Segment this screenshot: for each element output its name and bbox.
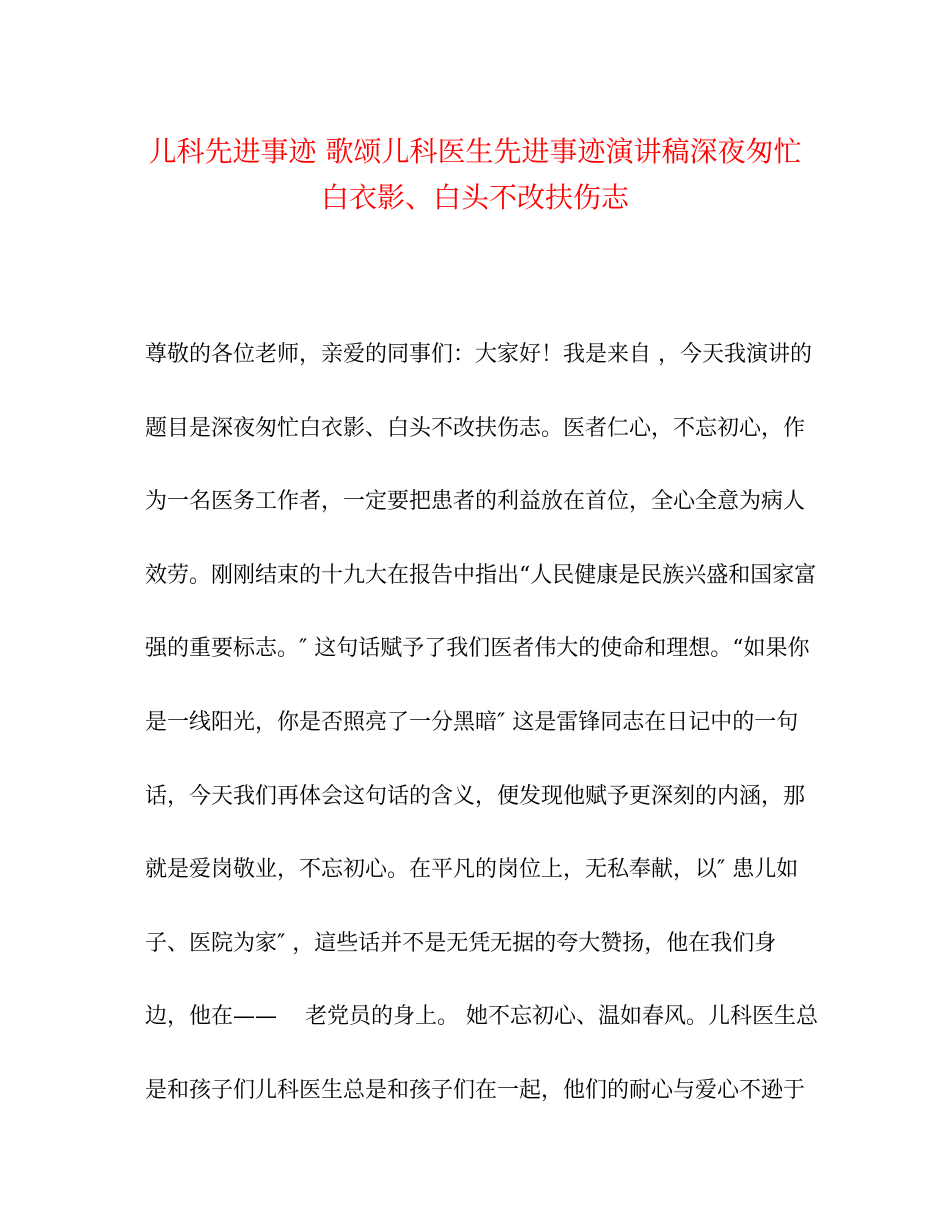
- document-title: [120, 129, 830, 221]
- body-line: 子、医院为家″ ，這些话并不是无凭无据的夸大赞扬，他在我们身: [145, 930, 777, 956]
- body-line: 为一名医务工作者，一定要把患者的利益放在首位，全心全意为病人: [145, 489, 806, 515]
- body-line: 尊敬的各位老师，亲爱的同事们：大家好！我是来自 ，今天我演讲的: [145, 342, 812, 367]
- title-line-1: 儿科先进事迹 歌颂儿科医生先进事迹演讲稿深夜匆忙: [148, 135, 802, 168]
- body-line: 话，今天我们再体会这句话的含义，便发现他赋予更深刻的内涵，那: [145, 783, 806, 809]
- body-line: 是一线阳光，你是否照亮了一分黑暗″ 这是雷锋同志在日记中的一句: [145, 709, 799, 735]
- body-line: 效劳。刚刚结束的十九大在报告中指出“人民健康是民族兴盛和国家富: [145, 562, 817, 588]
- body-line: 就是爱岗敬业，不忘初心。在平凡的岗位上，无私奉献，以″ 患儿如: [145, 857, 799, 883]
- title-line-2: 白衣影、白头不改扶伤志: [320, 181, 629, 214]
- body-line: 边，他在—— 老党员的身上。 她不忘初心、温如春风。儿科医生总: [145, 1004, 818, 1030]
- speech-body: [145, 337, 825, 1147]
- body-line: 题目是深夜匆忙白衣影、白头不改扶伤志。医者仁心，不忘初心，作: [145, 415, 806, 441]
- body-line: 是和孩子们儿科医生总是和孩子们在一起，他们的耐心与爱心不逊于: [145, 1077, 806, 1103]
- body-line: 强的重要标志。″ 这句话赋予了我们医者伟大的使命和理想。“如果你: [145, 636, 810, 662]
